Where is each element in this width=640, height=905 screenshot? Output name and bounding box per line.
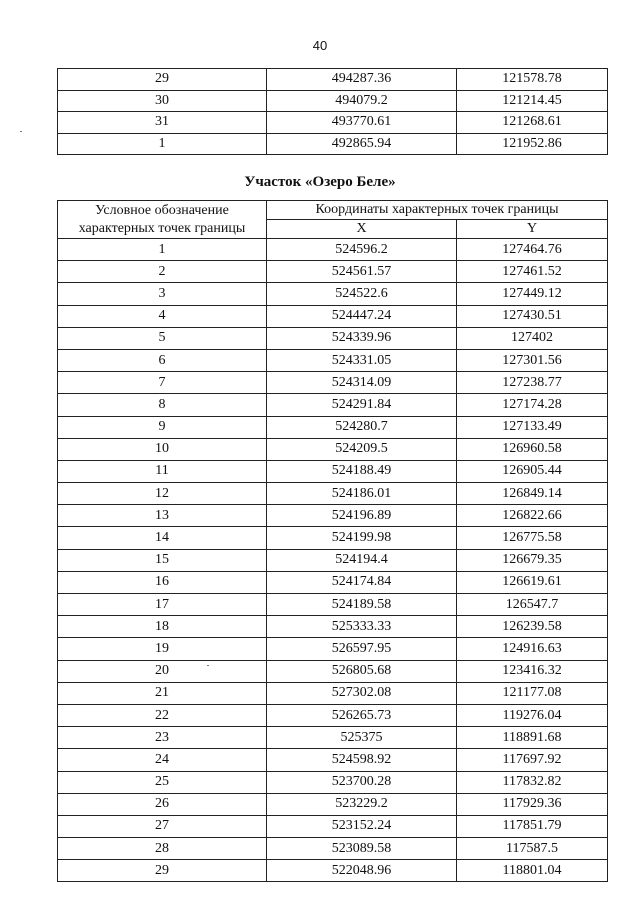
point-number-cell: 18 xyxy=(58,616,267,638)
x-coordinate-cell: 524280.7 xyxy=(267,416,457,438)
point-number-cell: 15 xyxy=(58,549,267,571)
table-row xyxy=(58,261,608,283)
table-row xyxy=(58,349,608,371)
point-number-cell: 11 xyxy=(58,460,267,482)
x-coordinate-cell: 523089.58 xyxy=(267,838,457,860)
top-table-body xyxy=(58,69,608,155)
y-coordinate-cell: 118891.68 xyxy=(457,727,608,749)
x-coordinate-cell: 524522.6 xyxy=(267,283,457,305)
x-coordinate-cell: 525375 xyxy=(267,727,457,749)
point-number-cell: 31 xyxy=(58,112,267,134)
point-number-cell: 29 xyxy=(58,860,267,882)
table-row xyxy=(58,239,608,261)
y-coordinate-cell: 127238.77 xyxy=(457,372,608,394)
coords-span-header: Координаты характерных точек границы xyxy=(267,201,608,220)
section-title: Участок «Озеро Беле» xyxy=(244,174,396,190)
table-row xyxy=(58,416,608,438)
x-header: X xyxy=(267,220,457,239)
table-row xyxy=(58,704,608,726)
y-coordinate-cell: 127301.56 xyxy=(457,349,608,371)
x-coordinate-cell: 525333.33 xyxy=(267,616,457,638)
x-coordinate-cell: 524598.92 xyxy=(267,749,457,771)
table-row xyxy=(58,549,608,571)
x-coordinate-cell: 527302.08 xyxy=(267,682,457,704)
table-row xyxy=(58,749,608,771)
x-coordinate-cell: 524447.24 xyxy=(267,305,457,327)
scan-speck xyxy=(207,665,209,666)
coordinates-table-ozero-bele xyxy=(57,200,608,882)
y-coordinate-cell: 121177.08 xyxy=(457,682,608,704)
y-coordinate-cell: 126822.66 xyxy=(457,505,608,527)
scan-speck xyxy=(20,131,22,132)
point-number-cell: 6 xyxy=(58,349,267,371)
coordinates-table-continued xyxy=(57,68,608,155)
point-number-cell: 4 xyxy=(58,305,267,327)
table-row xyxy=(58,90,608,112)
point-number-cell: 1 xyxy=(58,133,267,155)
table-row xyxy=(58,815,608,837)
y-coordinate-cell: 119276.04 xyxy=(457,704,608,726)
table-row xyxy=(58,283,608,305)
table-row xyxy=(58,660,608,682)
y-coordinate-cell: 126905.44 xyxy=(457,460,608,482)
point-number-cell: 16 xyxy=(58,571,267,593)
y-coordinate-cell: 127174.28 xyxy=(457,394,608,416)
point-number-cell: 29 xyxy=(58,69,267,91)
x-coordinate-cell: 526597.95 xyxy=(267,638,457,660)
point-number-cell: 8 xyxy=(58,394,267,416)
table-row xyxy=(58,860,608,882)
table-row xyxy=(58,638,608,660)
point-number-cell: 26 xyxy=(58,793,267,815)
table-row xyxy=(58,571,608,593)
page-number: 40 xyxy=(312,38,328,53)
point-label-header-line2: характерных точек границы xyxy=(78,220,246,236)
table-row xyxy=(58,527,608,549)
x-coordinate-cell: 494079.2 xyxy=(267,90,457,112)
x-coordinate-cell: 523152.24 xyxy=(267,815,457,837)
y-coordinate-cell: 121214.45 xyxy=(457,90,608,112)
point-number-cell: 3 xyxy=(58,283,267,305)
y-coordinate-cell: 126775.58 xyxy=(457,527,608,549)
point-number-cell: 22 xyxy=(58,704,267,726)
header-row xyxy=(58,201,608,220)
y-coordinate-cell: 127133.49 xyxy=(457,416,608,438)
y-coordinate-cell: 117697.92 xyxy=(457,749,608,771)
point-number-cell: 2 xyxy=(58,261,267,283)
x-coordinate-cell: 524194.4 xyxy=(267,549,457,571)
y-coordinate-cell: 126960.58 xyxy=(457,438,608,460)
point-number-cell: 1 xyxy=(58,239,267,261)
point-number-cell: 10 xyxy=(58,438,267,460)
x-coordinate-cell: 524291.84 xyxy=(267,394,457,416)
table-row xyxy=(58,327,608,349)
y-coordinate-cell: 123416.32 xyxy=(457,660,608,682)
point-number-cell: 13 xyxy=(58,505,267,527)
y-coordinate-cell: 127461.52 xyxy=(457,261,608,283)
x-coordinate-cell: 526805.68 xyxy=(267,660,457,682)
x-coordinate-cell: 524561.57 xyxy=(267,261,457,283)
point-number-cell: 24 xyxy=(58,749,267,771)
point-number-cell: 9 xyxy=(58,416,267,438)
point-number-cell: 21 xyxy=(58,682,267,704)
y-coordinate-cell: 126849.14 xyxy=(457,483,608,505)
point-number-cell: 5 xyxy=(58,327,267,349)
x-coordinate-cell: 494287.36 xyxy=(267,69,457,91)
x-coordinate-cell: 524189.58 xyxy=(267,594,457,616)
x-coordinate-cell: 524331.05 xyxy=(267,349,457,371)
y-coordinate-cell: 126679.35 xyxy=(457,549,608,571)
y-coordinate-cell: 126619.61 xyxy=(457,571,608,593)
table-row xyxy=(58,460,608,482)
y-coordinate-cell: 117929.36 xyxy=(457,793,608,815)
x-coordinate-cell: 524174.84 xyxy=(267,571,457,593)
y-coordinate-cell: 127430.51 xyxy=(457,305,608,327)
point-number-cell: 14 xyxy=(58,527,267,549)
y-coordinate-cell: 127464.76 xyxy=(457,239,608,261)
x-coordinate-cell: 524314.09 xyxy=(267,372,457,394)
table-row xyxy=(58,793,608,815)
table-row xyxy=(58,133,608,155)
point-label-header xyxy=(58,201,267,239)
x-coordinate-cell: 493770.61 xyxy=(267,112,457,134)
x-coordinate-cell: 492865.94 xyxy=(267,133,457,155)
y-coordinate-cell: 127449.12 xyxy=(457,283,608,305)
x-coordinate-cell: 523700.28 xyxy=(267,771,457,793)
y-coordinate-cell: 126547.7 xyxy=(457,594,608,616)
x-coordinate-cell: 524186.01 xyxy=(267,483,457,505)
y-coordinate-cell: 127402 xyxy=(457,327,608,349)
y-coordinate-cell: 121268.61 xyxy=(457,112,608,134)
point-number-cell: 19 xyxy=(58,638,267,660)
point-number-cell: 20 xyxy=(58,660,267,682)
y-coordinate-cell: 117851.79 xyxy=(457,815,608,837)
table-row xyxy=(58,483,608,505)
table-row xyxy=(58,372,608,394)
table-row xyxy=(58,438,608,460)
table-row xyxy=(58,682,608,704)
x-coordinate-cell: 522048.96 xyxy=(267,860,457,882)
point-number-cell: 30 xyxy=(58,90,267,112)
x-coordinate-cell: 524339.96 xyxy=(267,327,457,349)
y-coordinate-cell: 126239.58 xyxy=(457,616,608,638)
main-table-body xyxy=(58,239,608,882)
x-coordinate-cell: 524209.5 xyxy=(267,438,457,460)
point-number-cell: 17 xyxy=(58,594,267,616)
table-row xyxy=(58,112,608,134)
point-number-cell: 7 xyxy=(58,372,267,394)
x-coordinate-cell: 524596.2 xyxy=(267,239,457,261)
table-row xyxy=(58,616,608,638)
y-header: Y xyxy=(457,220,608,239)
table-row xyxy=(58,771,608,793)
table-row xyxy=(58,305,608,327)
y-coordinate-cell: 118801.04 xyxy=(457,860,608,882)
point-label-header-line1: Условное обозначение xyxy=(95,203,229,218)
x-coordinate-cell: 526265.73 xyxy=(267,704,457,726)
y-coordinate-cell: 121578.78 xyxy=(457,69,608,91)
point-number-cell: 25 xyxy=(58,771,267,793)
table-row xyxy=(58,594,608,616)
point-number-cell: 12 xyxy=(58,483,267,505)
y-coordinate-cell: 117832.82 xyxy=(457,771,608,793)
x-coordinate-cell: 523229.2 xyxy=(267,793,457,815)
x-coordinate-cell: 524196.89 xyxy=(267,505,457,527)
table-header xyxy=(58,201,608,239)
table-row xyxy=(58,505,608,527)
y-coordinate-cell: 121952.86 xyxy=(457,133,608,155)
point-number-cell: 28 xyxy=(58,838,267,860)
y-coordinate-cell: 117587.5 xyxy=(457,838,608,860)
y-coordinate-cell: 124916.63 xyxy=(457,638,608,660)
table-row xyxy=(58,727,608,749)
table-row xyxy=(58,69,608,91)
point-number-cell: 23 xyxy=(58,727,267,749)
x-coordinate-cell: 524199.98 xyxy=(267,527,457,549)
x-coordinate-cell: 524188.49 xyxy=(267,460,457,482)
table-row xyxy=(58,394,608,416)
table-row xyxy=(58,838,608,860)
point-number-cell: 27 xyxy=(58,815,267,837)
